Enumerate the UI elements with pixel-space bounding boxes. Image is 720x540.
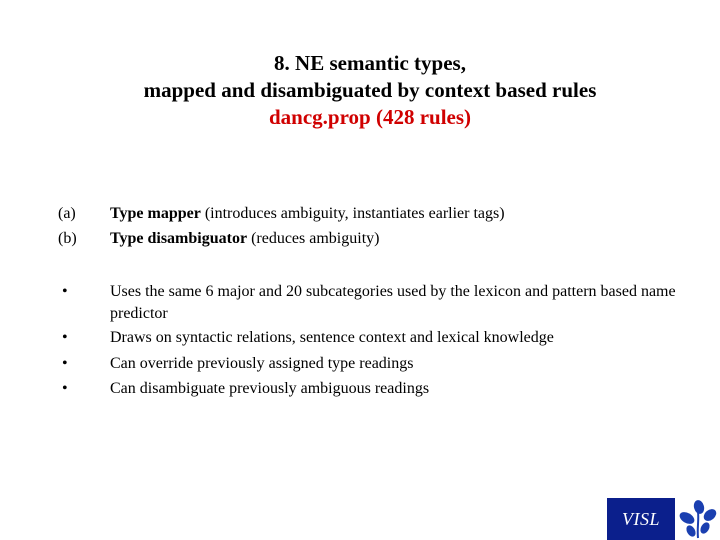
bullet-icon: • (62, 283, 68, 300)
module-text (110, 228, 698, 250)
module-item-a (58, 203, 698, 225)
title-line-1: 8. NE semantic types, (274, 51, 466, 75)
bullet-item (58, 327, 698, 349)
bullet-icon: • (62, 329, 68, 346)
module-description: (introduces ambiguity, instantiates earlier tags) (200, 205, 505, 222)
bullet-icon: • (62, 380, 68, 397)
slide-title (70, 50, 670, 131)
bullet-text: Can override previously assigned type readings (110, 355, 414, 372)
bullet-text: Uses the same 6 major and 20 subcategories used by the lexicon and pattern based name predictor (110, 283, 676, 322)
title-rule-file: dancg.prop (428 rules) (268, 105, 472, 129)
module-marker: (b) (58, 230, 77, 247)
leaf-logo-icon (675, 498, 720, 540)
bullet-item (58, 378, 698, 400)
bullet-item (58, 281, 698, 325)
module-marker: (a) (58, 205, 76, 222)
logo-text: VISL (607, 498, 675, 540)
bullet-text: Can disambiguate previously ambiguous readings (110, 380, 430, 397)
bullet-item (58, 353, 698, 375)
module-term: Type disambiguator (110, 230, 248, 247)
module-item-b (58, 228, 698, 250)
module-text (110, 203, 698, 225)
bullet-icon: • (62, 355, 68, 372)
module-description: (reduces ambiguity) (247, 230, 380, 247)
visl-logo (607, 498, 720, 540)
module-term: Type mapper (110, 205, 201, 222)
title-line-2: mapped and disambiguated by context based rules (143, 78, 597, 102)
bullet-text: Draws on syntactic relations, sentence context and lexical knowledge (110, 329, 554, 346)
